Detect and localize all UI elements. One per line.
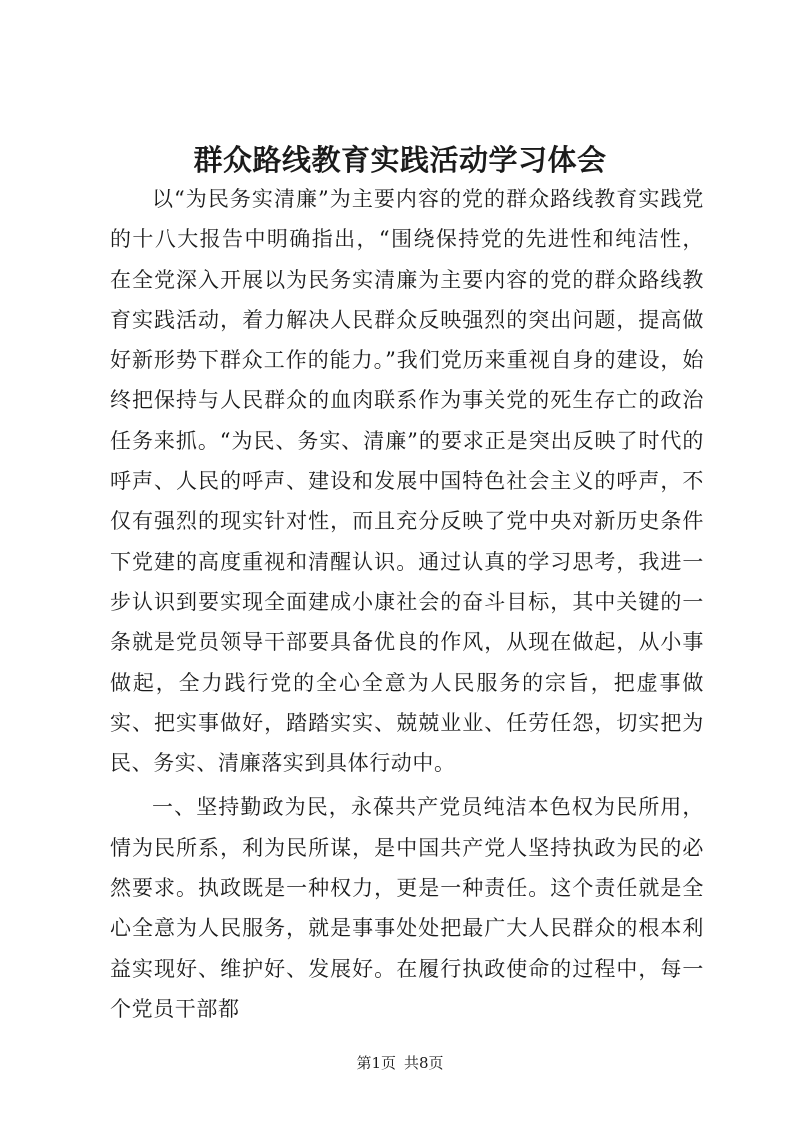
page-number-current: 第1页 <box>356 1054 396 1072</box>
paragraph-intro: 以“为民务实清廉”为主要内容的党的群众路线教育实践党的十八大报告中明确指出，“围绕保持党的先进性和纯洁性，在全党深入开展以为民务实清廉为主要内容的党的群众路线教育实践活动，着力解决人民群众反映强烈的突出问题，提高做好新形势下群众工作的能力。”我们党历来重视自身的建设，始终把保持与人民群众的血肉联系作为事关党的死生存亡的政治任务来抓。“为民、务实、清廉”的要求正是突出反映了时代的呼声、人民的呼声、建设和发展中国特色社会主义的呼声，不仅有强烈的现实针对性，而且充分反映了党中央对新历史条件下党建的高度重视和清醒认识。通过认真的学习思考，我进一步认识到要实现全面建成小康社会的奋斗目标，其中关键的一条就是党员领导干部要具备优良的作风，从现在做起，从小事做起，全力践行党的全心全意为人民服务的宗旨，把虚事做实、把实事做好，踏踏实实、兢兢业业、任劳任怨，切实把为民、务实、清廉落实到具体行动中。 <box>110 187 704 776</box>
page-number-total: 共8页 <box>404 1054 444 1072</box>
page-footer <box>0 1053 800 1073</box>
document-body <box>110 179 704 1029</box>
paragraph-section-one: 一、坚持勤政为民，永葆共产党员纯洁本色权为民所用，情为民所系，利为民所谋，是中国共产党人坚持执政为民的必然要求。执政既是一种权力，更是一种责任。这个责任就是全心全意为人民服务，就是事事处处把最广大人民群众的根本利益实现好、维护好、发展好。在履行执政使命的过程中，每一个党员干部都 <box>110 795 704 1021</box>
document-title: 群众路线教育实践活动学习体会 <box>193 143 607 177</box>
